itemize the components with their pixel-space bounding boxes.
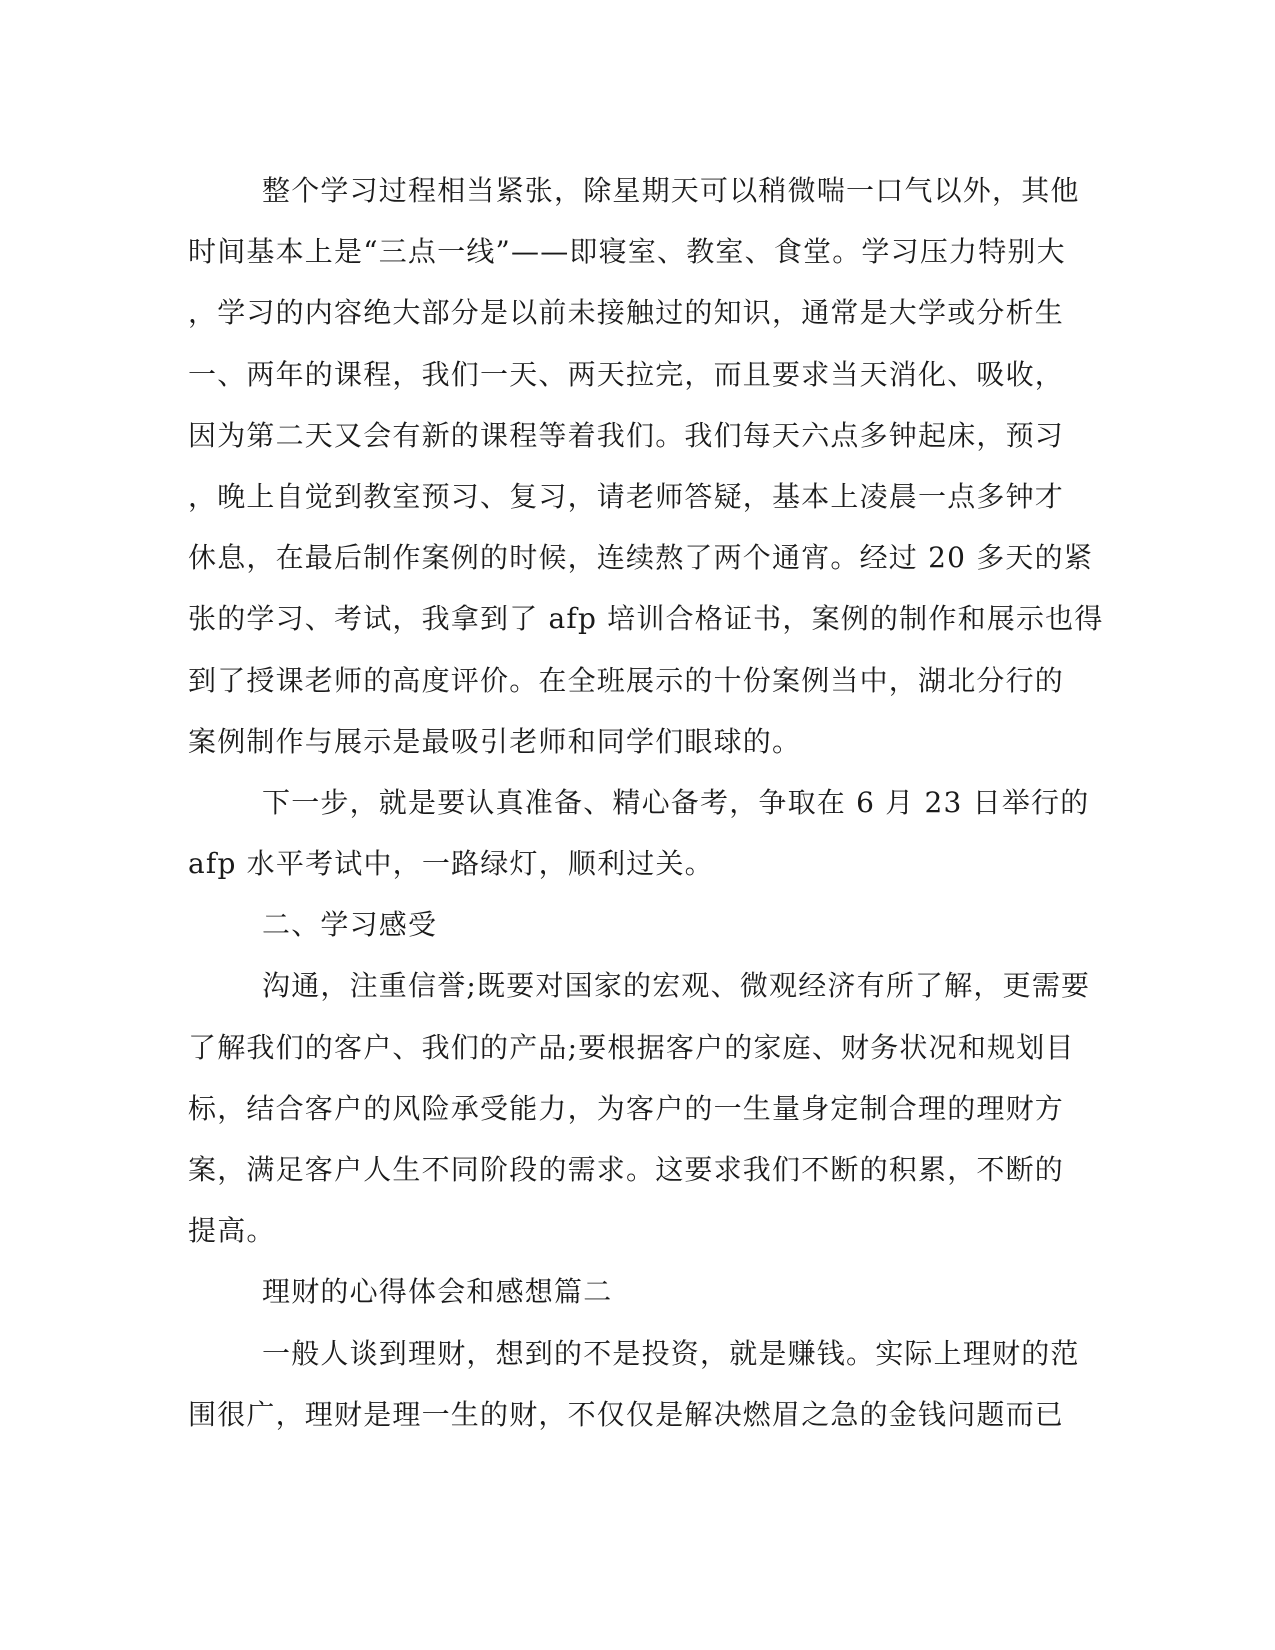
text-line: afp 水平考试中，一路绿灯，顺利过关。 bbox=[188, 847, 714, 881]
text-line: 标，结合客户的风险承受能力，为客户的一生量身定制合理的理财方 bbox=[188, 1091, 1065, 1125]
document-body bbox=[188, 160, 1104, 1445]
text-line: 一般人谈到理财，想到的不是投资，就是赚钱。实际上理财的范 bbox=[262, 1336, 1080, 1370]
text-line: 沟通，注重信誉;既要对国家的宏观、微观经济有所了解，更需要 bbox=[262, 969, 1091, 1003]
text-line: 围很广，理财是理一生的财，不仅仅是解决燃眉之急的金钱问题而已 bbox=[188, 1397, 1065, 1431]
text-line: 时间基本上是“三点一线”——即寝室、教室、食堂。学习压力特别大 bbox=[188, 235, 1066, 269]
text-line: 张的学习、考试，我拿到了 afp 培训合格证书，案例的制作和展示也得 bbox=[188, 602, 1104, 636]
text-line: 一、两年的课程，我们一天、两天拉完，而且要求当天消化、吸收， bbox=[188, 357, 1065, 391]
article-title: 理财的心得体会和感想篇二 bbox=[262, 1275, 613, 1309]
text-line: 因为第二天又会有新的课程等着我们。我们每天六点多钟起床，预习 bbox=[188, 418, 1065, 452]
text-line: 整个学习过程相当紧张，除星期天可以稍微喘一口气以外，其他 bbox=[262, 174, 1080, 207]
text-line: 案，满足客户人生不同阶段的需求。这要求我们不断的积累，不断的 bbox=[188, 1153, 1065, 1186]
text-line: ，晚上自觉到教室预习、复习，请老师答疑，基本上凌晨一点多钟才 bbox=[188, 479, 1065, 513]
text-line: 休息，在最后制作案例的时候，连续熬了两个通宵。经过 20 多天的紧 bbox=[188, 541, 1094, 575]
text-line: ，学习的内容绝大部分是以前未接触过的知识，通常是大学或分析生 bbox=[188, 296, 1065, 330]
section-heading: 二、学习感受 bbox=[262, 908, 438, 942]
text-line: 提高。 bbox=[188, 1214, 276, 1248]
text-line: 下一步，就是要认真准备、精心备考，争取在 6 月 23 日举行的 bbox=[262, 785, 1090, 819]
text-line: 到了授课老师的高度评价。在全班展示的十份案例当中，湖北分行的 bbox=[188, 663, 1065, 697]
text-line: 了解我们的客户、我们的产品;要根据客户的家庭、财务状况和规划目 bbox=[188, 1030, 1075, 1064]
text-line: 案例制作与展示是最吸引老师和同学们眼球的。 bbox=[188, 724, 802, 758]
